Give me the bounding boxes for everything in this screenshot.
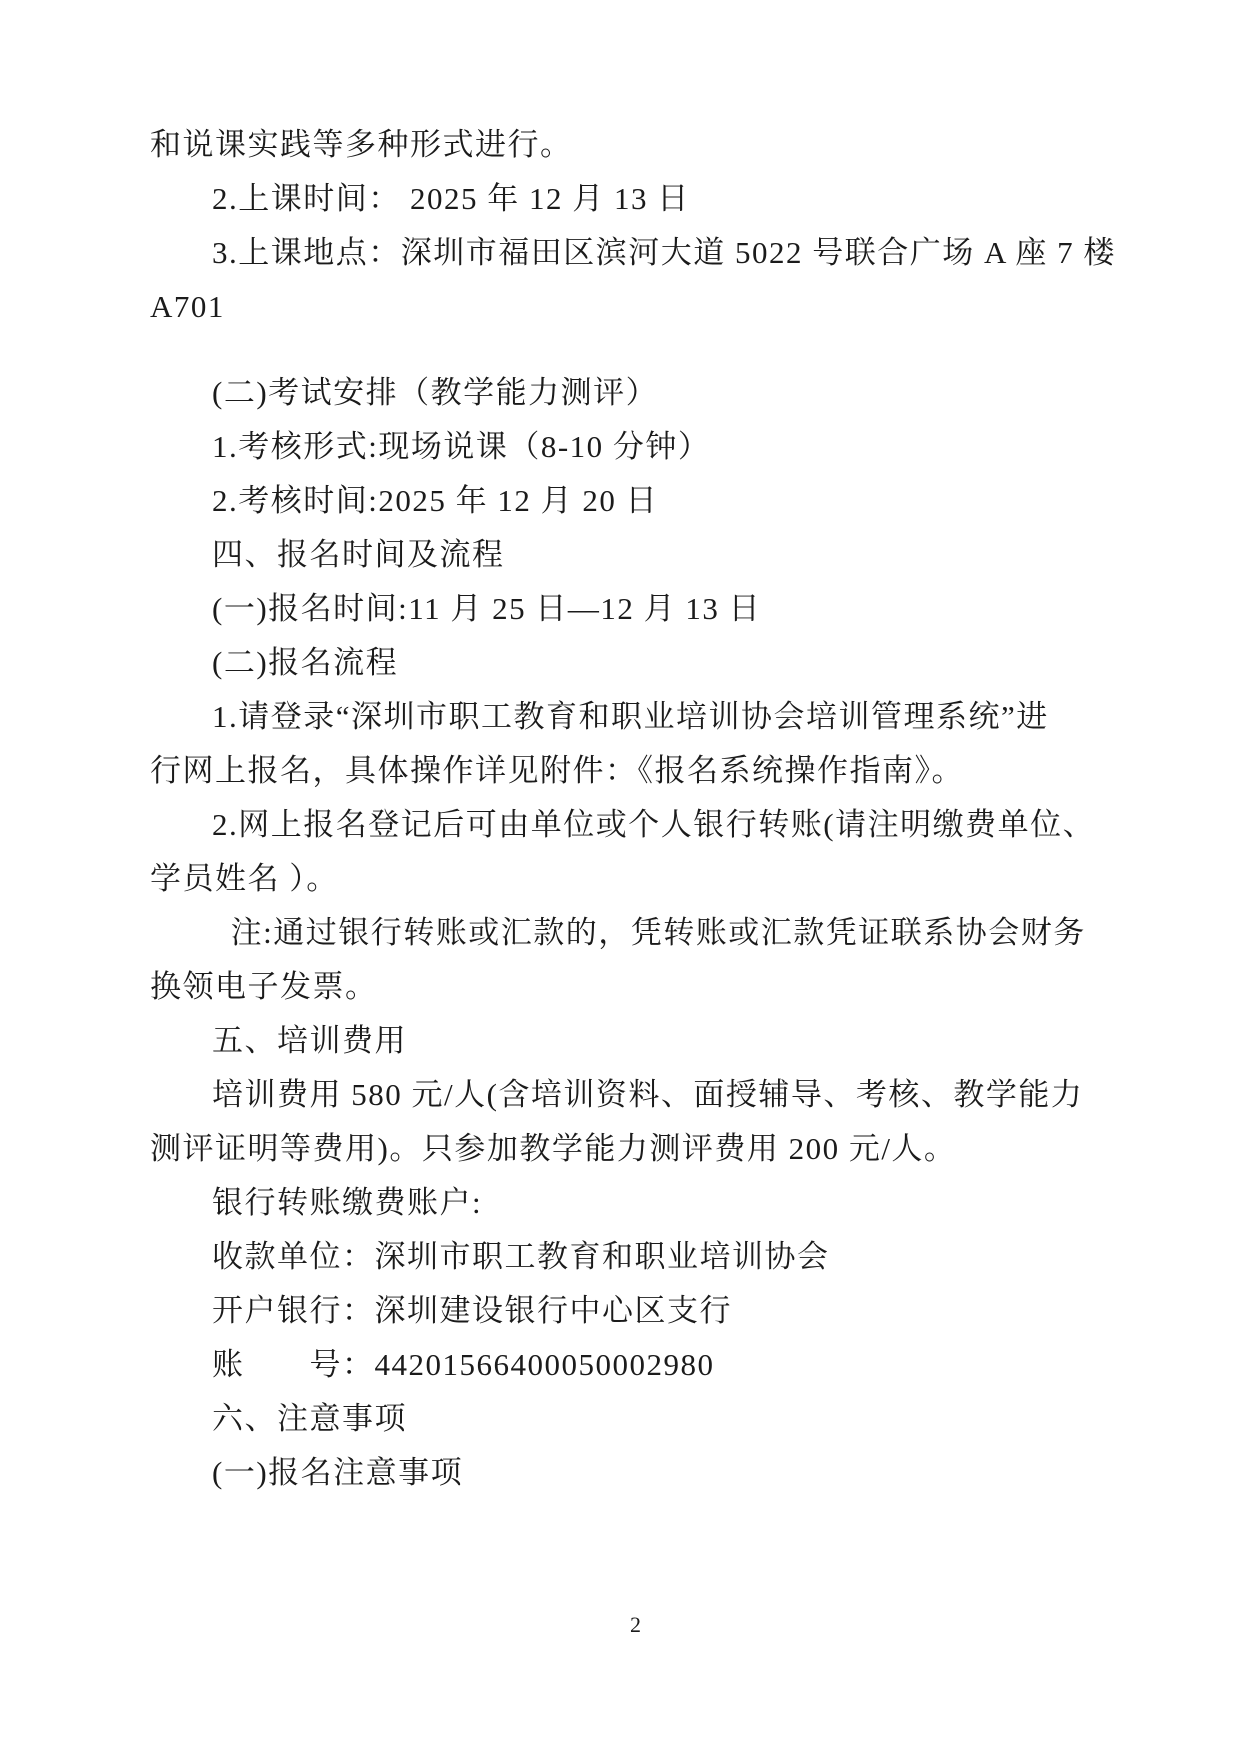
page-number: 2 [630,1612,641,1637]
text-line: 注:通过银行转账或汇款的，凭转账或汇款凭证联系协会财务 [230,915,1086,950]
text-line: 行网上报名，具体操作详见附件：《报名系统操作指南》。 [150,753,964,788]
text-line: 学员姓名 ）。 [150,861,339,896]
text-line: 1.考核形式:现场说课（8-10 分钟） [212,429,711,464]
text-line: 和说课实践等多种形式进行。 [150,127,573,162]
text-line: 换领电子发票。 [150,969,378,1004]
text-line: (二)报名流程 [212,645,399,680]
text-line: 账 号：44201566400050002980 [212,1347,715,1382]
text-line: (一)报名时间:11 月 25 日—12 月 13 日 [212,591,762,626]
text-line: 六、注意事项 [212,1401,407,1436]
text-line: 3.上课地点：深圳市福田区滨河大道 5022 号联合广场 A 座 7 楼 [212,235,1116,270]
text-line: 培训费用 580 元/人(含培训资料、面授辅导、考核、教学能力 [212,1077,1084,1112]
text-line: 2.网上报名登记后可由单位或个人银行转账(请注明缴费单位、 [212,807,1096,842]
document-content [150,118,1140,1500]
text-line: 收款单位：深圳市职工教育和职业培训协会 [212,1239,830,1274]
text-line: 四、报名时间及流程 [212,537,505,572]
text-line: 2.上课时间： 2025 年 12 月 13 日 [212,181,690,216]
text-line: (二)考试安排（教学能力测评） [212,375,659,410]
blank-line [150,334,1140,366]
text-line: 1.请登录“深圳市职工教育和职业培训协会培训管理系统”进 [212,699,1049,734]
text-line: (一)报名注意事项 [212,1455,464,1490]
text-line: A701 [150,289,225,324]
text-line: 开户银行：深圳建设银行中心区支行 [212,1293,732,1328]
text-line: 2.考核时间:2025 年 12 月 20 日 [212,483,659,518]
text-line: 银行转账缴费账户: [212,1185,483,1220]
text-line: 测评证明等费用)。只参加教学能力测评费用 200 元/人。 [150,1131,957,1166]
text-line: 五、培训费用 [212,1023,407,1058]
